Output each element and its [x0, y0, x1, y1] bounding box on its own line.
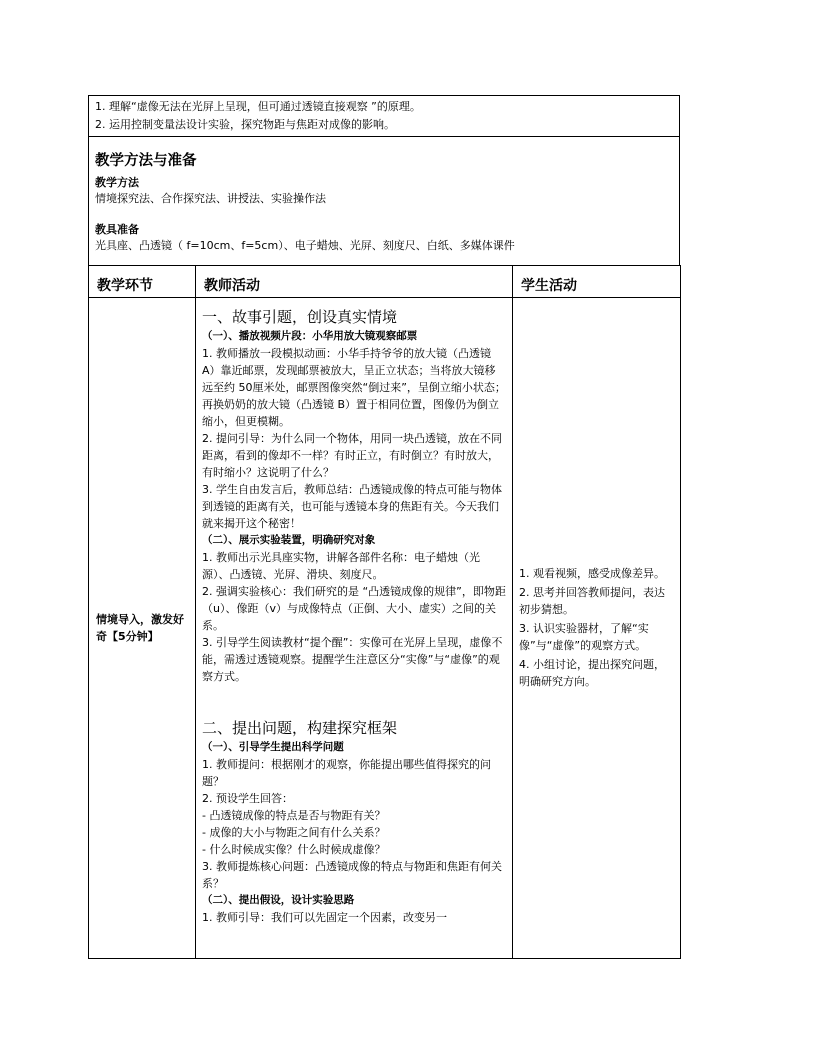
objective-line: 1. 理解“虚像无法在光屏上呈现，但可通过透镜直接观察 ”的原理。 — [95, 100, 421, 113]
teacher-paragraph: 3. 教师提炼核心问题：凸透镜成像的特点与物距和焦距有何关系？ — [202, 860, 502, 890]
student-item: 1. 观看视频，感受成像差异。 — [519, 566, 665, 580]
teacher-paragraph: 2. 强调实验核心：我们研究的是 “凸透镜成像的规律”，即物距（u）、像距（v）与成像特点（正倒、大小、虚实）之间的关系。 — [202, 585, 506, 632]
student-item: 3. 认识实验器材，了解“实像”与“虚像”的观察方式。 — [519, 621, 649, 652]
header-student: 学生活动 — [513, 266, 681, 298]
student-item: 2. 思考并回答教师提问，表达初步猜想。 — [519, 585, 665, 616]
header-teacher: 教师活动 — [196, 266, 513, 298]
teacher-paragraph: 3. 引导学生阅读教材“提个醒”：实像可在光屏上呈现，虚像不能，需透过透镜观察。提醒学生注意区分“实像”与“虚像”的观察方式。 — [202, 636, 503, 683]
teacher-paragraph: 1. 教师引导：我们可以先固定一个因素，改变另一 — [202, 911, 447, 924]
section2-subheading: （二）、提出假设，设计实验思路 — [202, 894, 355, 906]
tools-heading: 教具准备 — [95, 223, 139, 236]
teacher-activity-cell — [196, 298, 513, 959]
header-phase: 教学环节 — [89, 266, 196, 298]
teacher-paragraph: 1. 教师提问：根据刚才的观察，你能提出哪些值得探究的问题？ — [202, 758, 491, 788]
teacher-paragraph: - 凸透镜成像的特点是否与物距有关？ — [202, 809, 386, 822]
section2-subheading: （一）、引导学生提出科学问题 — [202, 741, 344, 753]
methods-section-title: 教学方法与准备 — [95, 153, 197, 169]
section1-title: 一、故事引题，创设真实情境 — [202, 308, 398, 326]
student-item: 4. 小组讨论，提出探究问题，明确研究方向。 — [519, 657, 665, 688]
section1-subheading: （一）、播放视频片段：小华用放大镜观察邮票 — [202, 330, 418, 342]
teacher-paragraph: 2. 提问引导：为什么同一个物体，用同一块凸透镜，放在不同距离，看到的像却不一样？有时正立，有时倒立？有时放大，有时缩小？这说明了什么？ — [202, 432, 502, 479]
methods-text: 情境探究法、合作探究法、讲授法、实验操作法 — [95, 192, 326, 205]
activity-table — [88, 265, 681, 959]
teacher-paragraph: 1. 教师播放一段模拟动画：小华手持爷爷的放大镜（凸透镜 A）靠近邮票，发现邮票被放大，呈正立状态；当将放大镜移远至约 50厘米处，邮票图像突然“倒过来”，呈倒立缩小状态；再换奶奶的放大镜（凸透镜 B）置于相同位置，图像仍为倒立缩小，但更模糊。 — [202, 347, 506, 428]
table-header-row — [89, 266, 681, 298]
tools-text: 光具座、凸透镜（ f=10cm、f=5cm）、电子蜡烛、光屏、刻度尺、白纸、多媒体课件 — [95, 239, 515, 252]
teacher-paragraph: 1. 教师出示光具座实物，讲解各部件名称：电子蜡烛（光源）、凸透镜、光屏、滑块、刻度尺。 — [202, 551, 480, 581]
objectives-box — [88, 95, 680, 136]
teacher-paragraph: 3. 学生自由发言后，教师总结：凸透镜成像的特点可能与物体到透镜的距离有关，也可能与透镜本身的焦距有关。今天我们就来揭开这个秘密！ — [202, 483, 502, 530]
table-row — [89, 298, 681, 959]
methods-box — [88, 136, 680, 265]
teacher-paragraph: - 成像的大小与物距之间有什么关系？ — [202, 826, 386, 839]
objective-line: 2. 运用控制变量法设计实验，探究物距与焦距对成像的影响。 — [95, 118, 395, 131]
methods-heading: 教学方法 — [95, 176, 139, 189]
phase-cell: 情境导入，激发好奇【5分钟】 — [89, 298, 196, 959]
teacher-paragraph: 2. 预设学生回答： — [202, 792, 293, 805]
section2-title: 二、提出问题，构建探究框架 — [202, 719, 398, 737]
student-activity-cell — [513, 298, 681, 959]
teacher-paragraph: - 什么时候成实像？什么时候成虚像？ — [202, 843, 386, 856]
section1-subheading: （二）、展示实验装置，明确研究对象 — [202, 534, 376, 546]
lesson-plan-page — [88, 95, 680, 959]
